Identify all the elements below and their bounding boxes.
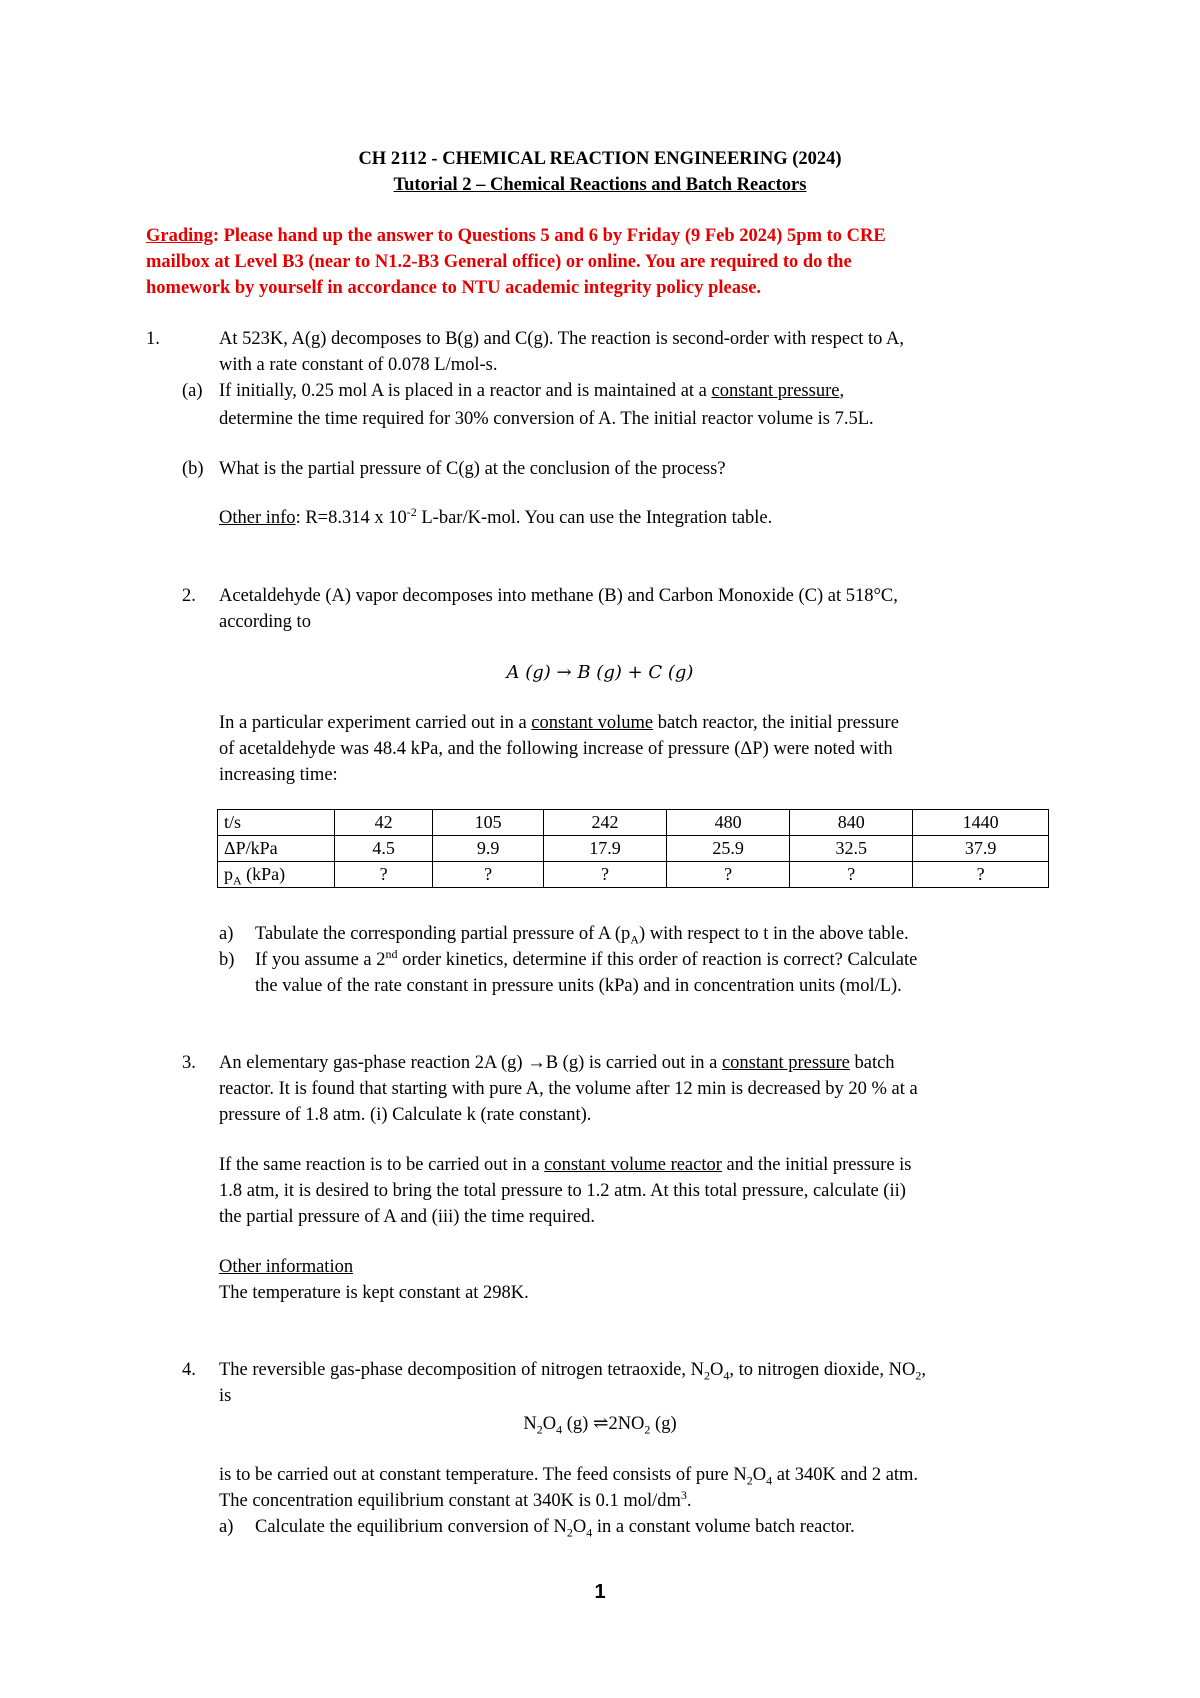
table-cell: ΔP/kPa: [218, 836, 335, 862]
grading-line-3: homework by yourself in accordance to NTU academic integrity policy please.: [146, 278, 762, 298]
q1-line-2: with a rate constant of 0.078 L/mol-s.: [219, 355, 498, 375]
q2-para-line-2: of acetaldehyde was 48.4 kPa, and the following increase of pressure (ΔP) were noted with: [219, 739, 893, 759]
q1a-line-2: determine the time required for 30% conversion of A. The initial reactor volume is 7.5L.: [219, 409, 874, 429]
q3-other-label: Other information: [219, 1257, 354, 1277]
q4-equation: $N_2O_4$ (g) $\rightleftharpoons 2NO_2$ (g): [523, 1414, 677, 1437]
q4-para-line-2: The concentration equilibrium constant at 340K is 0.1 mol/$dm^3$.: [219, 1487, 692, 1511]
table-row: [218, 862, 1049, 888]
q3-line-1: An elementary gas-phase reaction 2A (g) →B (g) is carried out in a constant pressure batch: [219, 1053, 895, 1073]
table-cell: 25.9: [667, 836, 790, 862]
q3-number: 3.: [182, 1053, 196, 1073]
table-cell: 4.5: [335, 836, 433, 862]
table-cell: ?: [543, 862, 666, 888]
q1a-line-1: If initially, 0.25 mol A is placed in a reactor and is maintained at a constant pressure,: [219, 381, 845, 401]
q1-line-1: At 523K, A(g) decomposes to B(g) and C(g). The reaction is second-order with respect to A,: [219, 329, 905, 349]
q2-equation: A (g) → B (g) + C (g): [506, 662, 694, 683]
q2-line-2: according to: [219, 612, 311, 632]
grading-label: Grading: [146, 226, 213, 246]
q2-para-line-1: In a particular experiment carried out in a constant volume batch reactor, the initial pressure: [219, 713, 899, 733]
q4-line-2: is: [219, 1386, 232, 1406]
q1a-label: (a): [182, 381, 203, 401]
q2b-line-2: the value of the rate constant in pressure units (kPa) and in concentration units (mol/L).: [255, 976, 902, 996]
grading-line-1: [146, 224, 886, 248]
table-cell: 32.5: [790, 836, 913, 862]
table-cell: 9.9: [433, 836, 544, 862]
grading-text-1: : Please hand up the answer to Questions 5 and 6 by Friday (9 Feb 2024) 5pm to CRE: [212, 226, 886, 246]
table-row: [218, 836, 1049, 862]
table-cell: 1440: [913, 810, 1049, 836]
q2a-line: Tabulate the corresponding partial pressure of A $(p_A)$ with respect to t in the above table.: [255, 924, 909, 947]
table-cell: 37.9: [913, 836, 1049, 862]
course-title: CH 2112 - CHEMICAL REACTION ENGINEERING (2024): [358, 149, 842, 169]
q4-para-line-1: is to be carried out at constant temperature. The feed consists of pure $N_2O_4$ at 340K and 2 atm.: [219, 1465, 919, 1488]
q3-other-line: The temperature is kept constant at 298K.: [219, 1283, 529, 1303]
q1b-label: (b): [182, 459, 204, 479]
table-cell: 105: [433, 810, 544, 836]
q4a-line: Calculate the equilibrium conversion of $N_2O_4$ in a constant volume batch reactor.: [255, 1517, 855, 1540]
q1-other-info: Other info: R=8.314 x $10^{-2}$ L-bar/K-mol. You can use the Integration table.: [219, 504, 773, 528]
q3-line-3: pressure of 1.8 atm. (i) Calculate k (rate constant).: [219, 1105, 592, 1125]
grading-line-2: mailbox at Level B3 (near to N1.2-B3 General office) or online. You are required to do the: [146, 252, 852, 272]
q2a-label: a): [219, 924, 234, 944]
table-cell: 480: [667, 810, 790, 836]
table-cell: ?: [667, 862, 790, 888]
table-cell: 242: [543, 810, 666, 836]
q4-number: 4.: [182, 1360, 196, 1380]
q2-para-line-3: increasing time:: [219, 765, 338, 785]
q2-line-1: Acetaldehyde (A) vapor decomposes into methane (B) and Carbon Monoxide (C) at 518°C,: [219, 586, 898, 606]
table-cell: ?: [433, 862, 544, 888]
table-cell: 840: [790, 810, 913, 836]
q1b-line: What is the partial pressure of C(g) at the conclusion of the process?: [219, 459, 726, 479]
table-cell: ?: [913, 862, 1049, 888]
pressure-data-table: [217, 809, 1049, 888]
table-cell: 42: [335, 810, 433, 836]
q3-para2-line-1: If the same reaction is to be carried out in a constant volume reactor and the initial pressure is: [219, 1155, 912, 1175]
table-cell: ?: [790, 862, 913, 888]
q3-para2-line-2: 1.8 atm, it is desired to bring the total pressure to 1.2 atm. At this total pressure, calculate (ii): [219, 1181, 906, 1201]
tutorial-title: Tutorial 2 – Chemical Reactions and Batch Reactors: [393, 175, 807, 195]
table-cell: t/s: [218, 810, 335, 836]
q2b-label: b): [219, 950, 235, 970]
q2b-line-1: If you assume a 2nd order kinetics, determine if this order of reaction is correct? Calculate: [255, 946, 918, 970]
page-number: 1: [594, 1581, 606, 1603]
table-cell: 17.9: [543, 836, 666, 862]
q4-line-1: The reversible gas-phase decomposition of nitrogen tetraoxide, $N_2O_4$, to nitrogen dioxide, $NO_2$,: [219, 1360, 926, 1383]
q2-number: 2.: [182, 586, 196, 606]
q4a-label: a): [219, 1517, 234, 1537]
q3-para2-line-3: the partial pressure of A and (iii) the time required.: [219, 1207, 596, 1227]
table-cell: $p_A$ (kPa): [218, 862, 335, 888]
q3-line-2: reactor. It is found that starting with pure A, the volume after 12 min is decreased by 20 % at a: [219, 1079, 918, 1099]
table-row: [218, 810, 1049, 836]
table-cell: ?: [335, 862, 433, 888]
q1-number: 1.: [146, 329, 160, 349]
